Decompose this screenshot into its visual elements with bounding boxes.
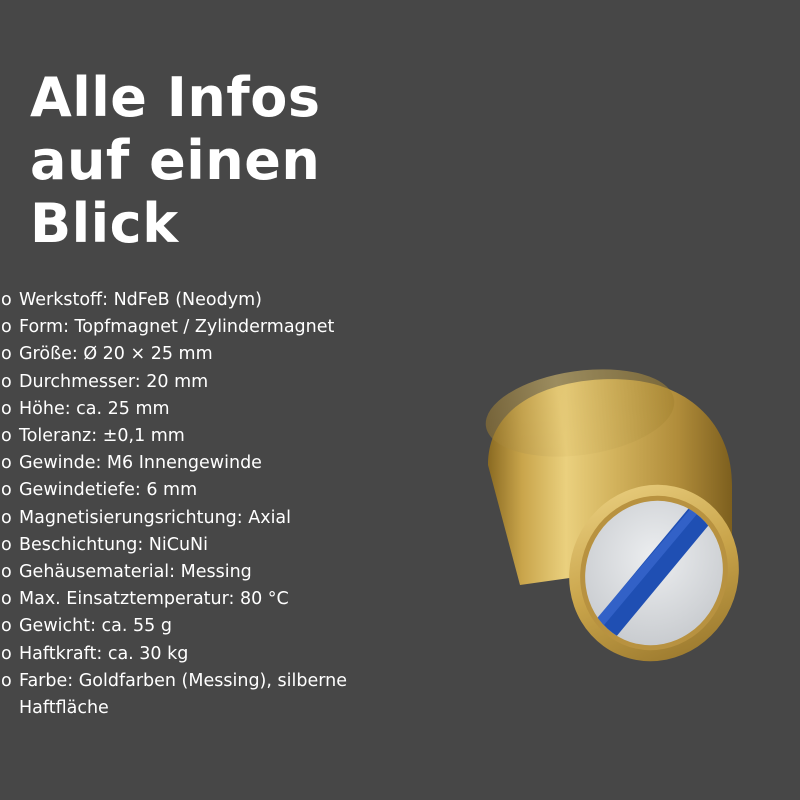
spec-text: Farbe: Goldfarben (Messing), silberne Haftfläche	[19, 670, 347, 719]
spec-item-size	[0, 341, 420, 368]
bullet: o	[1, 398, 12, 419]
bullet: o	[1, 670, 12, 691]
bullet: o	[1, 507, 12, 528]
spec-item-housing	[0, 559, 420, 586]
bullet: o	[1, 589, 12, 610]
spec-item-weight	[0, 613, 420, 640]
spec-text: Gewicht: ca. 55 g	[19, 616, 172, 637]
spec-text: Größe: Ø 20 × 25 mm	[19, 344, 213, 365]
bullet: o	[1, 643, 12, 664]
headline-line-3: Blick	[30, 192, 179, 255]
spec-item-form	[0, 314, 420, 341]
spec-item-color	[0, 668, 420, 722]
spec-text: Werkstoff: NdFeB (Neodym)	[19, 290, 262, 310]
brass-pot-magnet-image	[470, 355, 750, 665]
headline-line-1: Alle Infos	[30, 66, 321, 129]
spec-item-diameter	[0, 369, 420, 396]
spec-text: Haftkraft: ca. 30 kg	[19, 643, 189, 664]
bullet: o	[1, 344, 12, 365]
headline-line-2: auf einen	[30, 129, 321, 192]
spec-text: Beschichtung: NiCuNi	[19, 534, 209, 555]
spec-text: Form: Topfmagnet / Zylindermagnet	[19, 317, 335, 338]
bullet: o	[1, 534, 12, 555]
bullet: o	[1, 426, 12, 447]
spec-item-thread	[0, 450, 420, 477]
bullet: o	[1, 371, 12, 392]
spec-text: Toleranz: ±0,1 mm	[19, 426, 185, 447]
spec-text: Magnetisierungsrichtung: Axial	[19, 507, 292, 528]
bullet: o	[1, 616, 12, 637]
product-image	[470, 355, 750, 665]
spec-item-tolerance	[0, 423, 420, 450]
spec-text: Max. Einsatztemperatur: 80 °C	[19, 589, 289, 610]
bullet: o	[1, 453, 12, 474]
spec-item-material	[0, 287, 420, 314]
spec-item-holding-force	[0, 641, 420, 668]
headline	[30, 66, 321, 255]
spec-item-height	[0, 396, 420, 423]
spec-text: Durchmesser: 20 mm	[19, 371, 209, 392]
bullet: o	[1, 317, 12, 338]
spec-item-coating	[0, 532, 420, 559]
bullet: o	[1, 480, 12, 501]
spec-text: Gewinde: M6 Innengewinde	[19, 453, 262, 474]
spec-item-magnetization	[0, 505, 420, 532]
spec-item-thread-depth	[0, 477, 420, 504]
spec-list	[0, 287, 420, 722]
bullet: o	[1, 562, 12, 583]
spec-item-max-temperature	[0, 586, 420, 613]
bullet: o	[1, 290, 12, 310]
spec-text: Gehäusematerial: Messing	[19, 562, 252, 583]
spec-text: Höhe: ca. 25 mm	[19, 398, 170, 419]
spec-text: Gewindetiefe: 6 mm	[19, 480, 198, 501]
